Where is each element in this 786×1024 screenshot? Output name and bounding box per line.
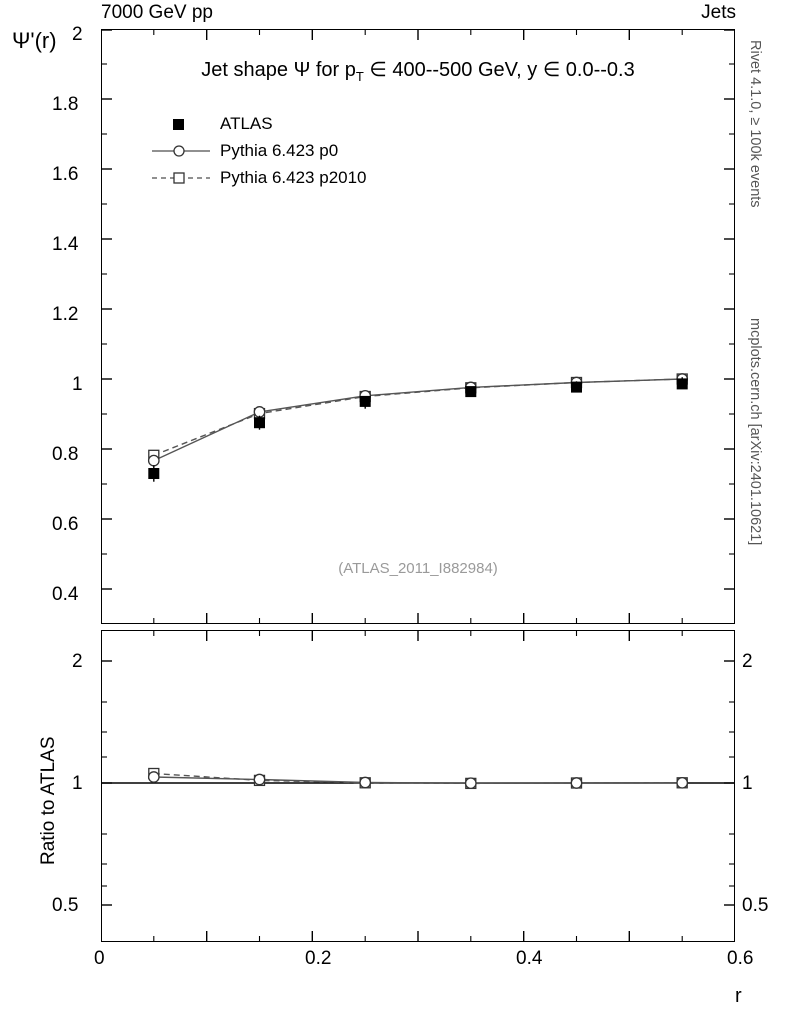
- main-ytick-0.4: 0.4: [52, 584, 79, 605]
- series-markers-pythia-p0: [149, 374, 688, 466]
- analysis-watermark: (ATLAS_2011_I882984): [338, 560, 498, 577]
- main-y-minor-ticks: [101, 64, 735, 624]
- main-ytick-1: 1: [72, 374, 83, 395]
- x-tick-0.4: 0.4: [516, 948, 543, 969]
- plot-title-mid: for p: [310, 59, 356, 81]
- series-line-pythia-p2010: [154, 379, 682, 455]
- caption-rivet-version: Rivet 4.1.0, ≥ 100k events: [747, 40, 763, 208]
- ratio-ytick-2-left: 2: [72, 651, 83, 672]
- x-tick-0.6: 0.6: [727, 948, 754, 969]
- plot-title-psi: Ψ: [293, 59, 311, 81]
- main-ytick-2: 2: [72, 24, 83, 45]
- series-markers-atlas: [148, 378, 687, 479]
- legend-label-atlas: ATLAS: [220, 113, 273, 133]
- ratio-x-ticks: [207, 630, 630, 942]
- main-x-minor-ticks: [154, 29, 682, 624]
- main-y-axis-title: Ψ'(r): [12, 28, 57, 53]
- ratio-ytick-2-right: 2: [742, 651, 753, 672]
- x-axis-title: r: [735, 985, 742, 1007]
- ratio-ytick-0.5-right: 0.5: [742, 895, 769, 916]
- main-ytick-1.8: 1.8: [52, 94, 79, 115]
- ratio-ytick-1-right: 1: [742, 773, 753, 794]
- ratio-y-axis-title: Ratio to ATLAS: [38, 736, 59, 865]
- ratio-ytick-0.5-left: 0.5: [52, 895, 79, 916]
- main-ytick-1.4: 1.4: [52, 234, 79, 255]
- x-tick-0: 0: [94, 948, 105, 969]
- ratio-x-minor-ticks: [154, 630, 682, 942]
- ratio-markers-pythia-p0: [149, 772, 688, 789]
- main-y-ticks: [101, 30, 735, 589]
- x-tick-0.2: 0.2: [305, 948, 332, 969]
- series-markers-pythia-p2010: [149, 374, 687, 460]
- ratio-plot-canvas: [101, 630, 735, 942]
- header-beam-label: 7000 GeV pp: [101, 2, 213, 23]
- header-analysis-label: Jets: [701, 2, 736, 23]
- plot-title-rest: ∈ 400--500 GeV, y ∈ 0.0--0.3: [363, 59, 635, 81]
- ratio-y-minor-ticks: [101, 702, 735, 886]
- main-ytick-1.6: 1.6: [52, 164, 79, 185]
- main-ytick-0.8: 0.8: [52, 444, 79, 465]
- series-line-pythia-p0: [154, 379, 682, 461]
- main-plot-canvas: [101, 29, 735, 624]
- plot-title-sub: T: [355, 69, 364, 84]
- caption-arxiv-source: mcplots.cern.ch [arXiv:2401.10621]: [747, 318, 763, 546]
- legend-label-pythia-p2010: Pythia 6.423 p2010: [220, 167, 367, 187]
- legend-label-pythia-p0: Pythia 6.423 p0: [220, 140, 339, 160]
- main-ytick-0.6: 0.6: [52, 514, 79, 535]
- main-ytick-1.2: 1.2: [52, 304, 79, 325]
- plot-title-prefix: Jet shape: [201, 59, 294, 81]
- main-x-ticks: [207, 29, 630, 624]
- ratio-ytick-1-left: 1: [72, 773, 83, 794]
- series-errorbars-atlas: [154, 377, 682, 482]
- ratio-line-pythia-p0: [154, 777, 682, 783]
